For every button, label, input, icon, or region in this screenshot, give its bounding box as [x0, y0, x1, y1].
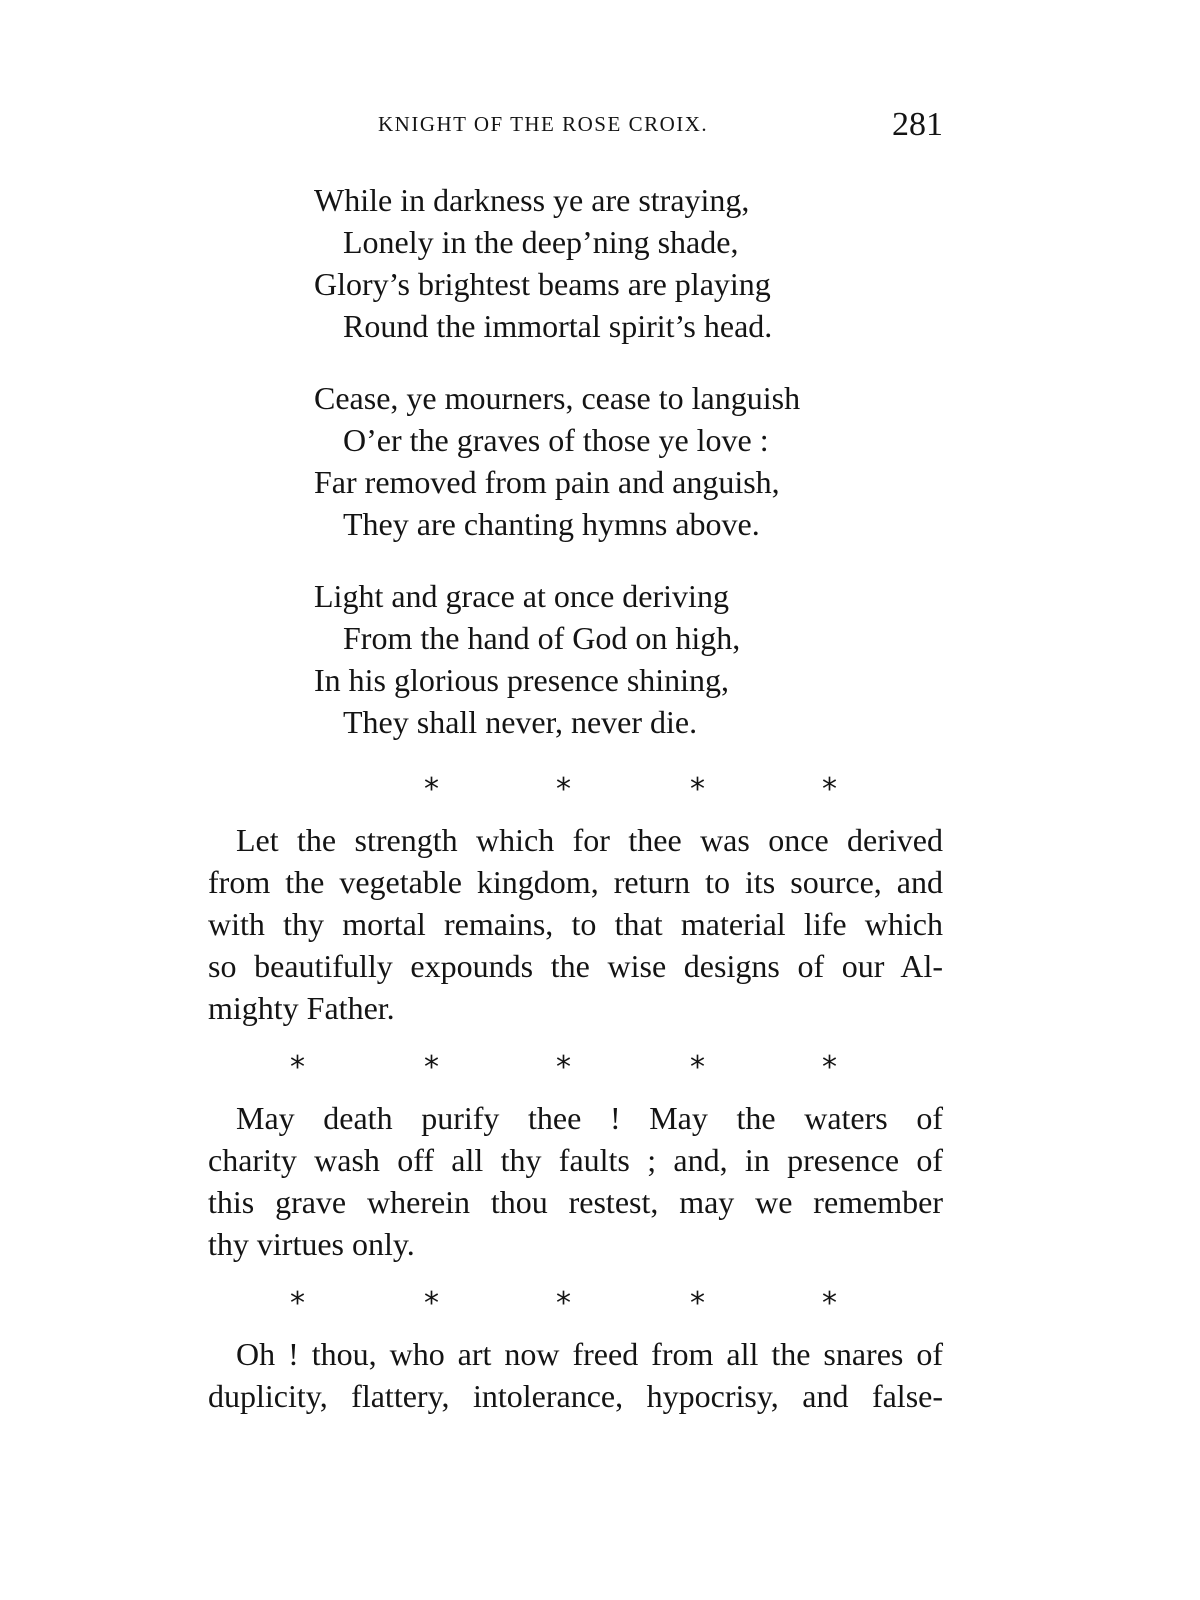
verse-line: Far removed from pain and anguish, [314, 464, 780, 500]
asterisk: * [424, 1050, 439, 1085]
prose-line: duplicity, flattery, intolerance, hypocrisy, and false- [208, 1378, 943, 1414]
verse-line: O’er the graves of those ye love : [343, 422, 769, 458]
prose-line: this grave wherein thou restest, may we remember [208, 1184, 943, 1220]
prose-line: thy virtues only. [208, 1226, 415, 1262]
asterisk: * [556, 1050, 571, 1085]
verse-line: They shall never, never die. [343, 704, 698, 740]
prose-line: Oh ! thou, who art now freed from all the snares of [236, 1336, 943, 1372]
asterisk: * [690, 1050, 705, 1085]
page-number: 281 [892, 106, 943, 143]
asterisk: * [290, 1286, 305, 1321]
prose-line: May death purify thee ! May the waters of [236, 1100, 943, 1136]
verse-line: Lonely in the deep’ning shade, [343, 224, 739, 260]
asterisk: * [822, 1050, 837, 1085]
verse-line: Glory’s brightest beams are playing [314, 266, 771, 302]
asterisk: * [556, 772, 571, 807]
asterisk: * [822, 1286, 837, 1321]
verse-line: They are chanting hymns above. [343, 506, 760, 542]
asterisk: * [424, 772, 439, 807]
asterisk: * [556, 1286, 571, 1321]
prose-line: Let the strength which for thee was once derived [236, 822, 943, 858]
prose-line: mighty Father. [208, 990, 395, 1026]
verse-line: From the hand of God on high, [343, 620, 741, 656]
asterisk: * [690, 1286, 705, 1321]
verse-line: Cease, ye mourners, cease to languish [314, 380, 801, 416]
asterisk: * [822, 772, 837, 807]
asterisk: * [424, 1286, 439, 1321]
verse-line: Light and grace at once deriving [314, 578, 729, 614]
prose-line: with thy mortal remains, to that material life which [208, 906, 943, 942]
prose-line: so beautifully expounds the wise designs of our Al- [208, 948, 943, 984]
asterisk: * [690, 772, 705, 807]
asterisk: * [290, 1050, 305, 1085]
prose-line: from the vegetable kingdom, return to its source, and [208, 864, 943, 900]
verse-line: Round the immortal spirit’s head. [343, 308, 773, 344]
verse-line: In his glorious presence shining, [314, 662, 730, 698]
running-title: KNIGHT OF THE ROSE CROIX. [378, 112, 709, 136]
verse-line: While in darkness ye are straying, [314, 182, 750, 218]
prose-line: charity wash off all thy faults ; and, in presence of [208, 1142, 943, 1178]
